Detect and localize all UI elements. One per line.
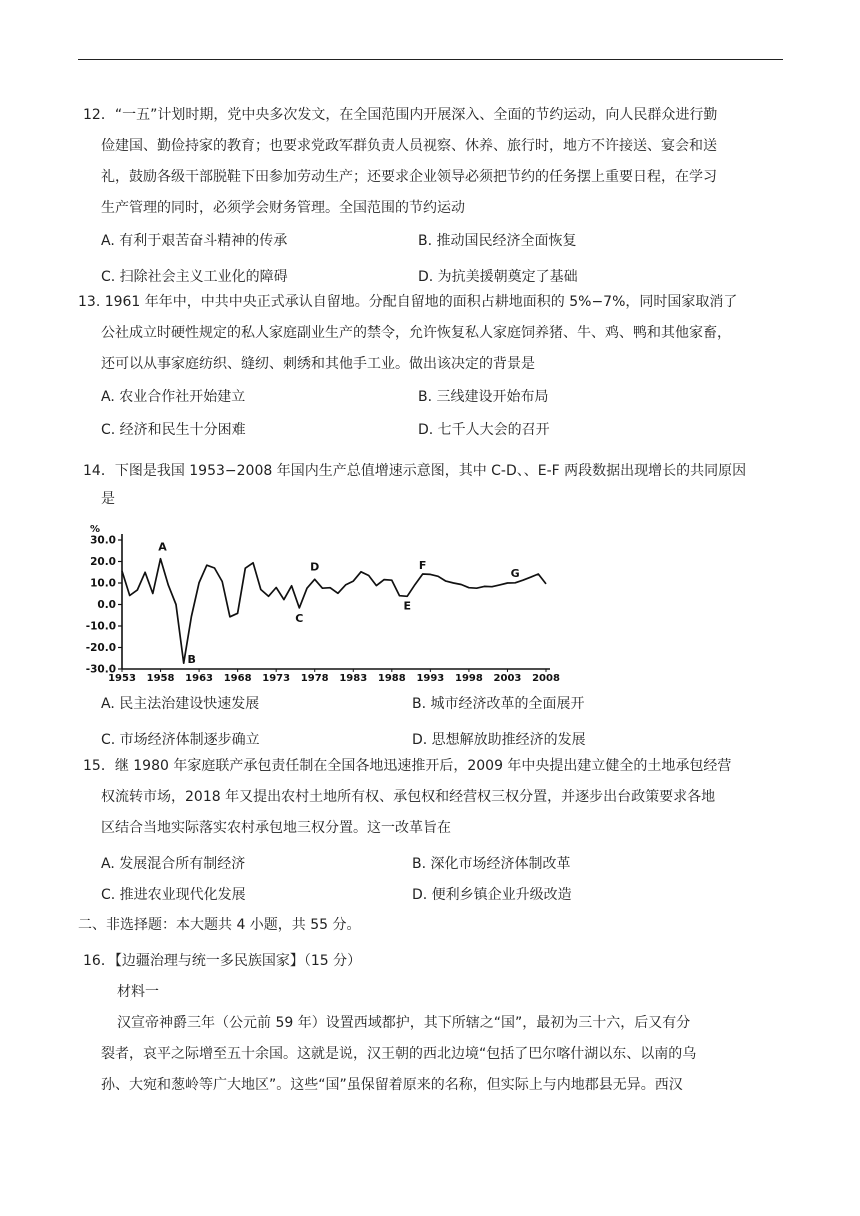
q12-option-c[interactable]: C. 扫除社会主义工业化的障碍 [101,269,288,285]
x-tick-label: 1963 [185,673,214,682]
q12-stem-line-1: 12．“一五”计划时期，党中央多次发文，在全国范围内开展深入、全面的节约运动，向人民群众进行勤 [83,107,718,123]
q13-option-c[interactable]: C. 经济和民生十分困难 [101,422,246,438]
q12-stem-line-3: 礼，鼓励各级干部脱鞋下田参加劳动生产；还要求企业领导必须把节约的任务摆上重要日程，在学习 [101,169,717,185]
q15-option-d[interactable]: D. 便利乡镇企业升级改造 [412,887,572,903]
q16-title: 16．【边疆治理与统一多民族国家】（15 分） [83,953,362,969]
q13-option-a[interactable]: A. 农业合作社开始建立 [101,389,246,405]
gdp-growth-chart-svg [76,520,566,682]
x-tick-label: 1983 [339,673,368,682]
q12-option-a[interactable]: A. 有利于艰苦奋斗精神的传承 [101,233,288,249]
q14-option-b[interactable]: B. 城市经济改革的全面展开 [412,696,585,712]
y-tick-label: 10.0 [90,577,116,590]
q15-option-c[interactable]: C. 推进农业现代化发展 [101,887,246,903]
q13-stem-line-3: 还可以从事家庭纺织、缝纫、刺绣和其他手工业。做出该决定的背景是 [101,356,535,372]
header-rule [78,59,783,60]
q12-option-d[interactable]: D. 为抗美援朝奠定了基础 [418,269,578,285]
x-tick-label: 1973 [262,673,291,682]
x-tick-label: 1998 [454,673,483,682]
q13-option-d[interactable]: D. 七千人大会的召开 [418,422,550,438]
q14-stem-line-1: 14．下图是我国 1953−2008 年国内生产总值增速示意图，其中 C-D、、E-F 两段数据出现增长的共同原因 [83,463,747,479]
gdp-growth-chart [76,520,566,682]
point-label-e: E [403,599,411,613]
x-tick-label: 1978 [300,673,329,682]
point-label-f: F [418,558,427,572]
q12-option-b[interactable]: B. 推动国民经济全面恢复 [418,233,577,249]
x-tick-label: 2003 [493,673,522,682]
q16-material-line-1: 汉宣帝神爵三年（公元前 59 年）设置西域都护，其下所辖之“国”，最初为三十六，后又有分 [117,1015,691,1031]
x-tick-label: 1958 [146,673,175,682]
q15-stem-line-1: 15．继 1980 年家庭联产承包责任制在全国各地迅速推开后，2009 年中央提出建立健全的土地承包经营 [83,758,732,774]
q16-material-label: 材料一 [117,984,159,1000]
point-label-d: D [310,560,320,574]
y-tick-label: 30.0 [90,534,116,547]
point-label-a: A [158,540,167,554]
y-tick-label: -30.0 [85,663,116,676]
q12-stem-line-4: 生产管理的同时，必须学会财务管理。全国范围的节约运动 [101,200,465,216]
q14-stem-line-2: 是 [101,491,115,507]
q14-option-c[interactable]: C. 市场经济体制逐步确立 [101,732,260,748]
y-axis-unit: % [90,524,101,535]
q13-stem-line-2: 公社成立时硬性规定的私人家庭副业生产的禁令，允许恢复私人家庭饲养猪、牛、鸡、鸭和其他家畜， [101,325,731,341]
x-tick-label: 1968 [223,673,252,682]
q16-material-line-2: 裂者，哀平之际增至五十余国。这就是说，汉王朝的西北边境“包括了巴尔喀什湖以东、以南的乌 [101,1046,697,1062]
gdp-growth-line [122,559,546,667]
point-label-c: C [295,611,304,625]
q14-option-d[interactable]: D. 思想解放助推经济的发展 [412,732,586,748]
q15-stem-line-3: 区结合当地实际落实农村承包地三权分置。这一改革旨在 [101,820,451,836]
point-label-g: G [510,566,520,580]
q15-option-a[interactable]: A. 发展混合所有制经济 [101,856,246,872]
x-tick-label: 1993 [416,673,445,682]
q15-stem-line-2: 权流转市场，2018 年又提出农村土地所有权、承包权和经营权三权分置，并逐步出台政策要求各地 [101,789,716,805]
x-tick-label: 2008 [532,673,560,682]
y-tick-label: 0.0 [97,599,116,611]
q13-stem-line-1: 13. 1961 年年中，中共中央正式承认自留地。分配自留地的面积占耕地面积的 5%−7%，同时国家取消了 [78,294,738,310]
q13-option-b[interactable]: B. 三线建设开始布局 [418,389,549,405]
y-tick-label: -10.0 [85,620,116,633]
x-tick-label: 1988 [377,673,406,682]
q15-option-b[interactable]: B. 深化市场经济体制改革 [412,856,571,872]
y-tick-label: -20.0 [85,642,116,654]
point-label-b: B [187,653,196,667]
q16-material-line-3: 孙、大宛和葱岭等广大地区”。这些“国”虽保留着原来的名称，但实际上与内地郡县无异。西汉 [101,1077,683,1093]
y-tick-label: 20.0 [90,556,116,568]
section-heading: 二、非选择题：本大题共 4 小题，共 55 分。 [78,917,361,933]
q12-stem-line-2: 俭建国、勤俭持家的教育；也要求党政军群负责人员视察、休养、旅行时，地方不许接送、宴会和送 [101,138,717,154]
q14-option-a[interactable]: A. 民主法治建设快速发展 [101,696,260,712]
x-tick-label: 1953 [108,673,136,682]
